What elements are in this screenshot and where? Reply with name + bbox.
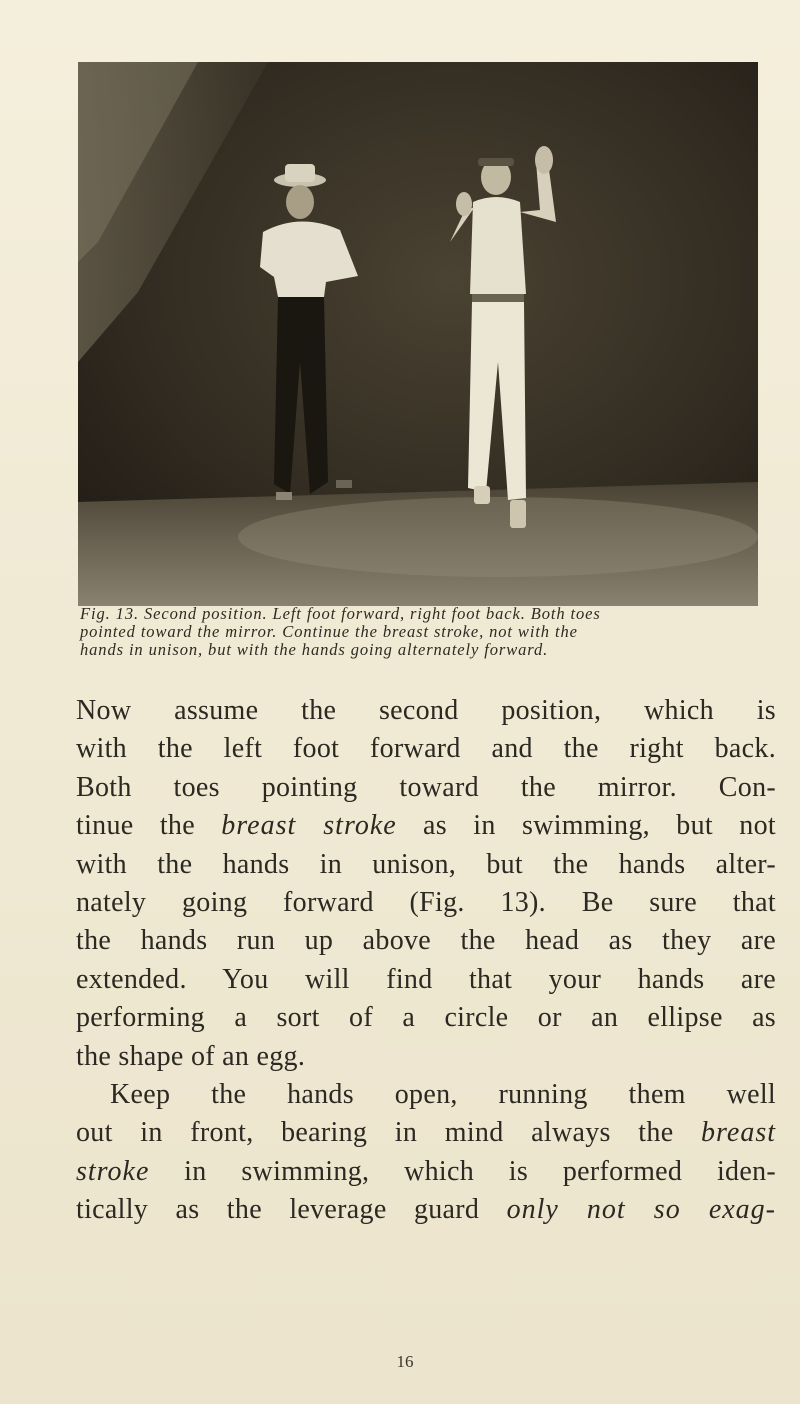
text-line: stroke in swimming, which is performed iden-: [76, 1155, 776, 1187]
figure-photograph: [78, 62, 758, 606]
italic-phrase: breast stroke: [221, 810, 397, 842]
text-line: with the left foot forward and the right back.: [76, 733, 776, 765]
text-line: the hands run up above the head as they are: [76, 925, 776, 957]
paragraph: [76, 692, 776, 1076]
photo-illustration: [78, 62, 758, 606]
text-line: the shape of an egg.: [76, 1040, 306, 1072]
text-line: performing a sort of a circle or an ellipse as: [76, 1002, 776, 1034]
text-line: nately going forward (Fig. 13). Be sure that: [76, 887, 776, 919]
caption-line: [80, 605, 770, 623]
text-line: out in front, bearing in mind always the breast: [76, 1117, 776, 1149]
caption-line: pointed toward the mirror. Continue the breast stroke, not with the: [80, 622, 578, 641]
italic-phrase: breast: [701, 1117, 776, 1149]
paragraph: [76, 1076, 776, 1230]
italic-phrase: only not so exag-: [506, 1194, 776, 1226]
text-line: Now assume the second position, which is: [76, 695, 776, 726]
caption-figure-number: Fig. 13.: [80, 604, 139, 623]
text-line: Both toes pointing toward the mirror. Con-: [76, 771, 776, 803]
body-text: [76, 692, 776, 1230]
caption-line: hands in unison, but with the hands going alternately forward.: [80, 640, 549, 659]
text-line: tinue the breast stroke as in swimming, but not: [76, 810, 776, 842]
caption-text: Second position. Left foot forward, right foot back. Both toes: [144, 604, 601, 623]
text-line: Keep the hands open, running them well: [110, 1079, 776, 1111]
text-line: with the hands in unison, but the hands alter-: [76, 848, 776, 880]
italic-phrase: stroke: [76, 1155, 150, 1187]
text-line: tically as the leverage guard only not so exag-: [76, 1194, 776, 1226]
page-number: 16: [396, 1352, 414, 1371]
text-line: extended. You will find that your hands are: [76, 963, 776, 995]
figure-caption: [80, 605, 770, 659]
